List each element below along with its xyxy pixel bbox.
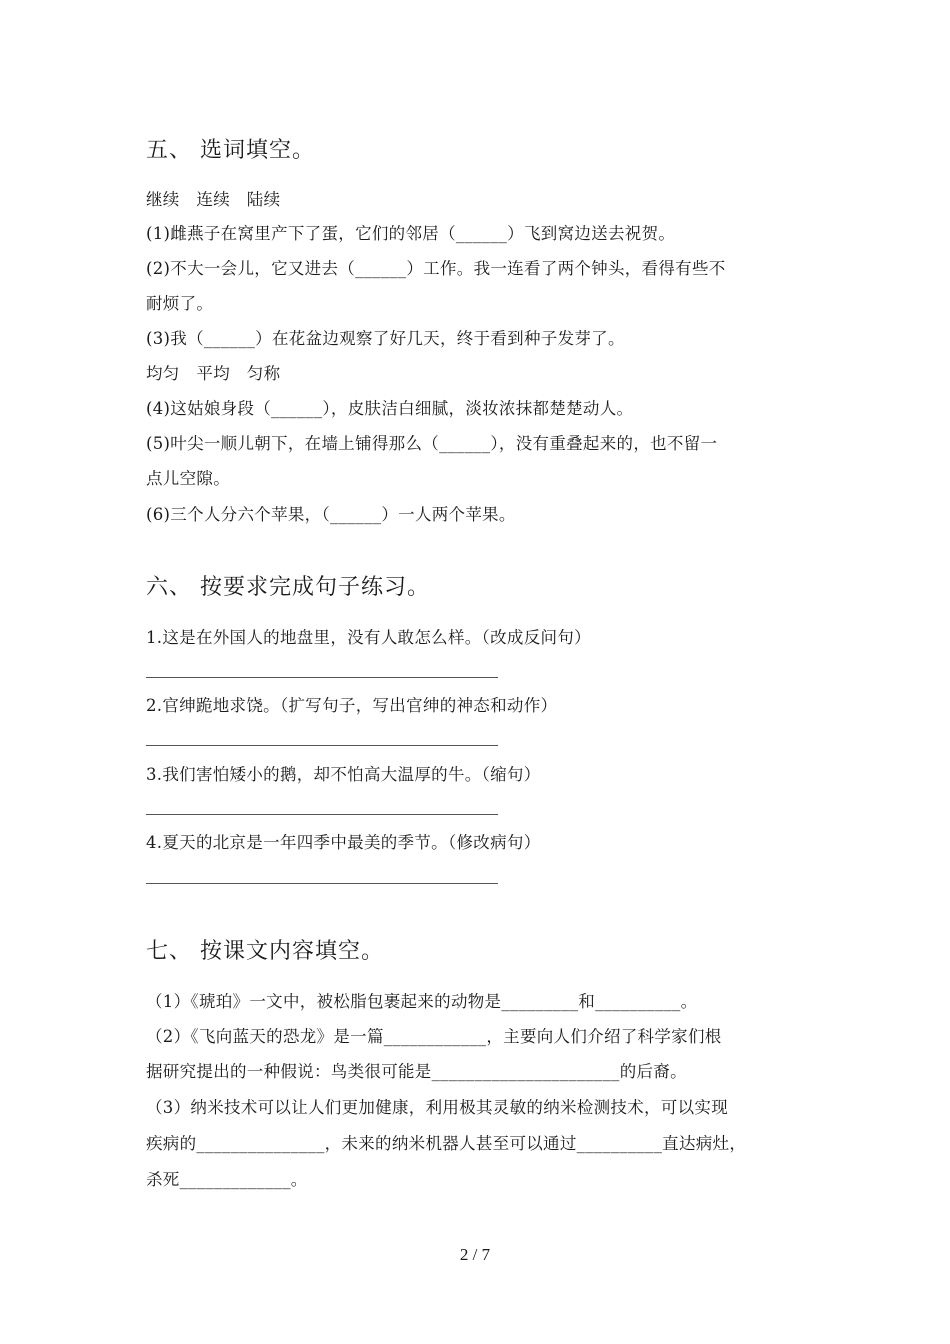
text-fill-question-3-line3: 杀死_____________。 xyxy=(146,1170,308,1189)
text-fill-question-2-line2: 据研究提出的一种假说：鸟类很可能是______________________的后裔。 xyxy=(146,1062,687,1081)
text-fill-question-2-line1: （2）《飞向蓝天的恐龙》是一篇____________，主要向人们介绍了科学家们根 xyxy=(146,1027,722,1046)
sentence-question-4: 4.夏天的北京是一年四季中最美的季节。（修改病句） xyxy=(146,833,541,852)
section-7-title: 七、 按课文内容填空。 xyxy=(146,939,384,964)
answer-line-2[interactable] xyxy=(146,745,498,746)
answer-line-4[interactable] xyxy=(146,883,498,884)
text-fill-question-1: （1）《琥珀》一文中，被松脂包裹起来的动物是_________和__________。 xyxy=(146,992,698,1011)
word-choices-2: 均匀 平均 匀称 xyxy=(146,364,281,383)
fill-question-4: (4)这姑娘身段（______），皮肤洁白细腻，淡妆浓抹都楚楚动人。 xyxy=(146,399,634,418)
fill-question-5-line1: (5)叶尖一顺儿朝下，在墙上铺得那么（______），没有重叠起来的，也不留一 xyxy=(146,434,718,453)
fill-question-1: (1)雌燕子在窝里产下了蛋，它们的邻居（______）飞到窝边送去祝贺。 xyxy=(146,224,676,243)
fill-question-3: (3)我（______）在花盆边观察了好几天，终于看到种子发芽了。 xyxy=(146,329,625,348)
text-fill-question-3-line2: 疾病的_______________，未来的纳米机器人甚至可以通过__________直达病灶， xyxy=(146,1134,747,1153)
fill-question-2-line2: 耐烦了。 xyxy=(146,294,214,313)
sentence-question-2: 2.官绅跪地求饶。（扩写句子，写出官绅的神态和动作） xyxy=(146,696,558,715)
fill-question-2-line1: (2)不大一会儿，它又进去（______）工作。我一连看了两个钟头，看得有些不 xyxy=(146,259,726,278)
section-6-title: 六、 按要求完成句子练习。 xyxy=(146,575,430,600)
fill-question-6: (6)三个人分六个苹果，（______）一人两个苹果。 xyxy=(146,505,516,524)
sentence-question-3: 3.我们害怕矮小的鹅，却不怕高大温厚的牛。（缩句） xyxy=(146,765,541,784)
section-5-title: 五、 选词填空。 xyxy=(146,138,315,163)
fill-question-5-line2: 点儿空隙。 xyxy=(146,469,230,488)
word-choices-1: 继续 连续 陆续 xyxy=(146,190,281,209)
answer-line-3[interactable] xyxy=(146,814,498,815)
sentence-question-1: 1.这是在外国人的地盘里，没有人敢怎么样。（改成反问句） xyxy=(146,628,591,647)
page-number: 2 / 7 xyxy=(459,1245,491,1264)
text-fill-question-3-line1: （3）纳米技术可以让人们更加健康，利用极其灵敏的纳米检测技术，可以实现 xyxy=(146,1098,728,1117)
answer-line-1[interactable] xyxy=(146,677,498,678)
